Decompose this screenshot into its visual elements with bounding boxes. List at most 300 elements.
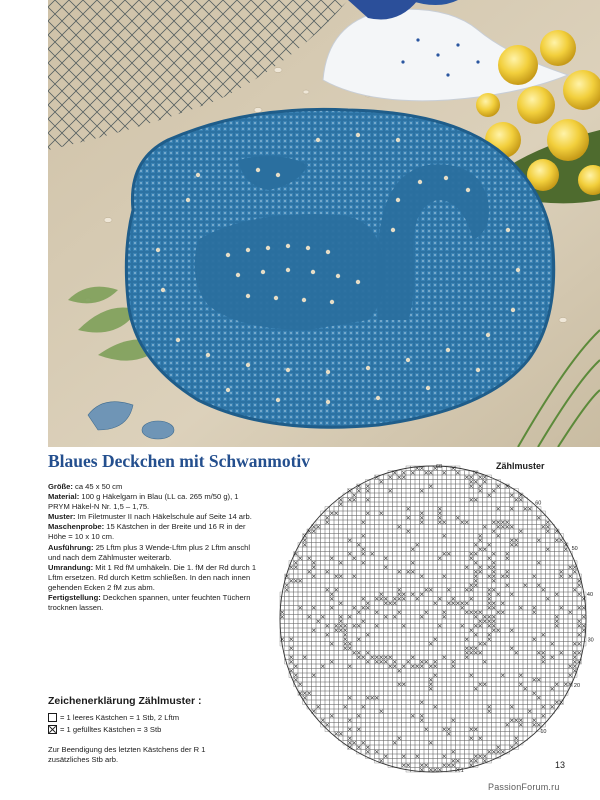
chart-cell xyxy=(474,705,479,710)
chart-cell xyxy=(321,624,326,629)
chart-cell xyxy=(388,588,393,593)
chart-cell xyxy=(339,588,344,593)
chart-cell xyxy=(546,565,551,570)
chart-cell xyxy=(397,754,402,759)
chart-cell xyxy=(402,570,407,575)
chart-cell xyxy=(379,687,384,692)
chart-cell xyxy=(411,745,416,750)
filled-cell-mark xyxy=(452,597,455,600)
chart-cell xyxy=(330,520,335,525)
chart-cell xyxy=(501,606,506,611)
chart-cell xyxy=(528,552,533,557)
chart-cell xyxy=(492,516,497,521)
filled-cell-mark xyxy=(506,557,509,560)
chart-cell xyxy=(501,651,506,656)
chart-cell xyxy=(330,655,335,660)
chart-cell xyxy=(402,552,407,557)
chart-cell xyxy=(316,606,321,611)
chart-cell xyxy=(564,565,569,570)
chart-cell xyxy=(460,741,465,746)
chart-cell xyxy=(573,601,578,606)
filled-cell-icon xyxy=(48,725,57,734)
chart-cell xyxy=(366,624,371,629)
chart-cell xyxy=(505,534,510,539)
filled-cell-mark xyxy=(398,597,401,600)
chart-cell xyxy=(532,669,537,674)
filled-cell-mark xyxy=(348,737,351,740)
chart-cell xyxy=(411,709,416,714)
chart-cell xyxy=(280,597,285,602)
filled-cell-mark xyxy=(470,498,473,501)
filled-cell-mark xyxy=(348,665,351,668)
chart-cell xyxy=(411,619,416,624)
chart-cell xyxy=(541,606,546,611)
filled-cell-mark xyxy=(366,498,369,501)
chart-cell xyxy=(334,637,339,642)
filled-cell-mark xyxy=(348,539,351,542)
chart-cell xyxy=(316,651,321,656)
chart-cell xyxy=(370,543,375,548)
chart-cell xyxy=(433,511,438,516)
chart-cell xyxy=(478,637,483,642)
chart-cell xyxy=(352,619,357,624)
filled-cell-mark xyxy=(384,755,387,758)
filled-cell-mark xyxy=(429,768,432,771)
filled-cell-mark xyxy=(483,759,486,762)
filled-cell-mark xyxy=(398,669,401,672)
chart-cell xyxy=(501,502,506,507)
chart-cell xyxy=(532,709,537,714)
chart-cell xyxy=(532,597,537,602)
chart-cell xyxy=(420,529,425,534)
chart-cell xyxy=(402,705,407,710)
chart-cell xyxy=(388,493,393,498)
chart-cell xyxy=(321,538,326,543)
filled-cell-mark xyxy=(474,570,477,573)
chart-cell xyxy=(474,502,479,507)
chart-cell xyxy=(339,547,344,552)
filled-cell-mark xyxy=(339,561,342,564)
chart-cell xyxy=(442,628,447,633)
chart-cell xyxy=(564,655,569,660)
chart-cell xyxy=(406,471,411,476)
chart-cell xyxy=(406,700,411,705)
chart-cell xyxy=(559,628,564,633)
chart-cell xyxy=(456,511,461,516)
chart-cell xyxy=(564,660,569,665)
chart-cell xyxy=(375,529,380,534)
chart-cell xyxy=(424,628,429,633)
chart-cell xyxy=(523,552,528,557)
chart-cell xyxy=(546,655,551,660)
chart-cell xyxy=(330,700,335,705)
filled-cell-mark xyxy=(429,687,432,690)
chart-cell xyxy=(316,588,321,593)
chart-cell xyxy=(442,570,447,575)
chart-cell xyxy=(307,538,312,543)
chart-cell xyxy=(312,597,317,602)
filled-cell-mark xyxy=(438,597,441,600)
chart-cell xyxy=(442,511,447,516)
chart-cell xyxy=(303,606,308,611)
chart-cell xyxy=(348,673,353,678)
chart-cell xyxy=(550,615,555,620)
chart-cell xyxy=(312,543,317,548)
chart-cell xyxy=(519,570,524,575)
chart-cell xyxy=(438,678,443,683)
chart-cell xyxy=(537,624,542,629)
chart-cell xyxy=(397,651,402,656)
chart-cell xyxy=(406,588,411,593)
chart-cell xyxy=(334,525,339,530)
chart-cell xyxy=(451,579,456,584)
chart-cell xyxy=(361,651,366,656)
chart-cell xyxy=(474,682,479,687)
chart-cell xyxy=(303,579,308,584)
chart-cell xyxy=(483,736,488,741)
chart-cell xyxy=(370,556,375,561)
chart-cell xyxy=(334,646,339,651)
chart-cell xyxy=(550,700,555,705)
chart-cell xyxy=(429,498,434,503)
chart-cell xyxy=(366,732,371,737)
chart-cell xyxy=(334,561,339,566)
chart-cell xyxy=(379,696,384,701)
chart-cell xyxy=(460,759,465,764)
chart-cell xyxy=(474,714,479,719)
chart-cell xyxy=(447,718,452,723)
chart-cell xyxy=(429,561,434,566)
filled-cell-mark xyxy=(452,665,455,668)
chart-cell xyxy=(375,493,380,498)
chart-cell xyxy=(496,696,501,701)
chart-cell xyxy=(402,493,407,498)
filled-cell-mark xyxy=(497,611,500,614)
chart-cell xyxy=(456,556,461,561)
chart-cell xyxy=(510,673,515,678)
chart-cell xyxy=(487,507,492,512)
chart-cell xyxy=(438,615,443,620)
chart-cell xyxy=(469,664,474,669)
chart-cell xyxy=(546,682,551,687)
chart-cell xyxy=(555,664,560,669)
chart-cell xyxy=(451,642,456,647)
chart-cell xyxy=(289,583,294,588)
chart-cell xyxy=(411,624,416,629)
chart-cell xyxy=(393,651,398,656)
chart-cell xyxy=(456,570,461,575)
chart-cell xyxy=(460,610,465,615)
chart-cell xyxy=(375,543,380,548)
filled-cell-mark xyxy=(330,512,333,515)
chart-cell xyxy=(451,529,456,534)
chart-cell xyxy=(433,520,438,525)
chart-cell xyxy=(559,669,564,674)
filled-cell-mark xyxy=(366,633,369,636)
chart-cell xyxy=(487,520,492,525)
chart-cell xyxy=(402,579,407,584)
chart-cell xyxy=(402,547,407,552)
chart-cell xyxy=(442,651,447,656)
chart-cell xyxy=(411,534,416,539)
chart-cell xyxy=(384,498,389,503)
chart-cell xyxy=(321,696,326,701)
chart-cell xyxy=(343,498,348,503)
chart-cell xyxy=(397,579,402,584)
chart-cell xyxy=(550,619,555,624)
chart-cell xyxy=(388,669,393,674)
chart-cell xyxy=(456,574,461,579)
chart-cell xyxy=(451,556,456,561)
filled-cell-mark xyxy=(474,647,477,650)
chart-cell xyxy=(424,529,429,534)
chart-cell xyxy=(370,561,375,566)
chart-cell xyxy=(334,705,339,710)
chart-cell xyxy=(460,700,465,705)
filled-cell-mark xyxy=(290,647,293,650)
chart-cell xyxy=(478,592,483,597)
chart-cell xyxy=(447,750,452,755)
chart-cell xyxy=(357,682,362,687)
chart-cell xyxy=(474,511,479,516)
filled-cell-mark xyxy=(353,741,356,744)
chart-cell xyxy=(285,592,290,597)
chart-cell xyxy=(357,547,362,552)
chart-cell xyxy=(298,687,303,692)
chart-cell xyxy=(447,484,452,489)
chart-cell xyxy=(433,669,438,674)
chart-cell xyxy=(442,601,447,606)
chart-cell xyxy=(316,646,321,651)
chart-cell xyxy=(303,615,308,620)
chart-cell xyxy=(402,606,407,611)
chart-cell xyxy=(411,552,416,557)
chart-cell xyxy=(505,511,510,516)
filled-cell-mark xyxy=(389,602,392,605)
chart-cell xyxy=(366,588,371,593)
chart-cell xyxy=(478,700,483,705)
chart-cell xyxy=(352,637,357,642)
chart-cell xyxy=(420,678,425,683)
chart-cell xyxy=(505,642,510,647)
filled-cell-mark xyxy=(330,597,333,600)
chart-cell xyxy=(433,741,438,746)
chart-cell xyxy=(307,588,312,593)
chart-cell xyxy=(528,664,533,669)
chart-cell xyxy=(415,525,420,530)
chart-cell xyxy=(519,637,524,642)
chart-cell xyxy=(361,687,366,692)
filled-cell-mark xyxy=(564,683,567,686)
chart-cell xyxy=(393,574,398,579)
chart-cell xyxy=(411,498,416,503)
chart-cell xyxy=(325,534,330,539)
instruction-border: Umrandung: Mit 1 Rd fM umhäkeln. Die 1. fM der Rd durch 1 Lftm ersetzen. Rd durch Kettm schließen. In den nach innen gehenden Ecken 2 fM zus abm. xyxy=(48,562,257,592)
chart-cell xyxy=(406,669,411,674)
filled-cell-mark xyxy=(339,624,342,627)
chart-cell xyxy=(343,664,348,669)
chart-cell xyxy=(456,732,461,737)
chart-cell xyxy=(523,610,528,615)
chart-cell xyxy=(339,646,344,651)
chart-cell xyxy=(321,642,326,647)
filled-cell-mark xyxy=(465,651,468,654)
chart-cell xyxy=(465,732,470,737)
chart-cell xyxy=(433,507,438,512)
chart-cell xyxy=(451,714,456,719)
chart-cell xyxy=(537,520,542,525)
chart-cell xyxy=(402,565,407,570)
chart-cell xyxy=(402,610,407,615)
chart-cell xyxy=(573,574,578,579)
chart-cell xyxy=(465,543,470,548)
chart-cell xyxy=(478,759,483,764)
chart-cell xyxy=(546,556,551,561)
chart-cell xyxy=(334,727,339,732)
chart-cell xyxy=(478,507,483,512)
filled-cell-mark xyxy=(380,656,383,659)
chart-cell xyxy=(406,489,411,494)
chart-cell xyxy=(555,691,560,696)
chart-cell xyxy=(546,691,551,696)
chart-cell xyxy=(519,520,524,525)
chart-cell xyxy=(478,628,483,633)
chart-cell xyxy=(510,714,515,719)
chart-cell xyxy=(492,727,497,732)
chart-cell xyxy=(303,565,308,570)
chart-cell xyxy=(523,579,528,584)
chart-cell xyxy=(483,750,488,755)
chart-cell xyxy=(478,723,483,728)
chart-cell xyxy=(505,628,510,633)
chart-cell xyxy=(537,552,542,557)
chart-cell xyxy=(523,597,528,602)
chart-cell xyxy=(321,646,326,651)
chart-cell xyxy=(415,628,420,633)
chart-cell xyxy=(483,489,488,494)
chart-cell xyxy=(487,660,492,665)
chart-cell xyxy=(514,502,519,507)
filled-cell-mark xyxy=(348,647,351,650)
filled-cell-mark xyxy=(542,705,545,708)
filled-cell-mark xyxy=(420,512,423,515)
filled-cell-mark xyxy=(465,647,468,650)
chart-cell xyxy=(555,583,560,588)
filled-cell-mark xyxy=(479,683,482,686)
filled-cell-mark xyxy=(384,656,387,659)
chart-cell xyxy=(339,543,344,548)
chart-cell xyxy=(294,624,299,629)
chart-cell xyxy=(487,745,492,750)
chart-cell xyxy=(519,660,524,665)
chart-cell xyxy=(375,579,380,584)
chart-cell xyxy=(312,547,317,552)
chart-cell xyxy=(424,637,429,642)
chart-cell xyxy=(447,651,452,656)
chart-cell xyxy=(496,574,501,579)
chart-cell xyxy=(325,574,330,579)
chart-cell xyxy=(505,489,510,494)
filled-cell-mark xyxy=(483,525,486,528)
chart-cell xyxy=(384,705,389,710)
chart-cell xyxy=(501,570,506,575)
chart-cell xyxy=(451,754,456,759)
chart-cell xyxy=(451,691,456,696)
chart-cell xyxy=(433,498,438,503)
chart-cell xyxy=(388,651,393,656)
chart-cell xyxy=(532,651,537,656)
chart-cell xyxy=(415,763,420,768)
chart-cell xyxy=(393,529,398,534)
chart-cell xyxy=(384,750,389,755)
chart-cell xyxy=(375,741,380,746)
chart-cell xyxy=(330,610,335,615)
chart-cell xyxy=(505,651,510,656)
chart-cell xyxy=(501,687,506,692)
chart-cell xyxy=(339,723,344,728)
chart-cell xyxy=(285,651,290,656)
chart-cell xyxy=(505,597,510,602)
chart-cell xyxy=(510,624,515,629)
chart-cell xyxy=(357,561,362,566)
chart-cell xyxy=(384,745,389,750)
chart-cell xyxy=(415,687,420,692)
chart-cell xyxy=(316,570,321,575)
chart-cell xyxy=(388,529,393,534)
chart-cell xyxy=(451,543,456,548)
chart-cell xyxy=(474,691,479,696)
filled-cell-mark xyxy=(326,633,329,636)
chart-cell xyxy=(541,646,546,651)
chart-cell xyxy=(519,538,524,543)
chart-cell xyxy=(375,732,380,737)
filled-cell-mark xyxy=(492,579,495,582)
chart-cell xyxy=(474,732,479,737)
chart-cell xyxy=(514,700,519,705)
legend-empty-row xyxy=(48,711,263,723)
chart-cell xyxy=(438,745,443,750)
chart-cell xyxy=(523,529,528,534)
chart-cell xyxy=(528,543,533,548)
chart-cell xyxy=(312,610,317,615)
chart-cell xyxy=(519,534,524,539)
chart-cell xyxy=(411,682,416,687)
chart-cell xyxy=(397,529,402,534)
chart-cell xyxy=(483,543,488,548)
filled-cell-mark xyxy=(375,750,378,753)
chart-cell xyxy=(433,642,438,647)
chart-cell xyxy=(330,570,335,575)
chart-cell xyxy=(379,561,384,566)
chart-cell xyxy=(528,637,533,642)
chart-cell xyxy=(465,696,470,701)
chart-cell xyxy=(402,489,407,494)
chart-cell xyxy=(402,601,407,606)
chart-cell xyxy=(366,673,371,678)
chart-cell xyxy=(348,579,353,584)
chart-cell xyxy=(402,637,407,642)
chart-cell xyxy=(375,673,380,678)
chart-cell xyxy=(460,592,465,597)
chart-cell xyxy=(298,633,303,638)
chart-cell xyxy=(370,579,375,584)
chart-cell xyxy=(550,628,555,633)
chart-cell xyxy=(312,687,317,692)
chart-cell xyxy=(555,660,560,665)
chart-cell xyxy=(330,552,335,557)
chart-cell xyxy=(433,471,438,476)
chart-cell xyxy=(379,525,384,530)
